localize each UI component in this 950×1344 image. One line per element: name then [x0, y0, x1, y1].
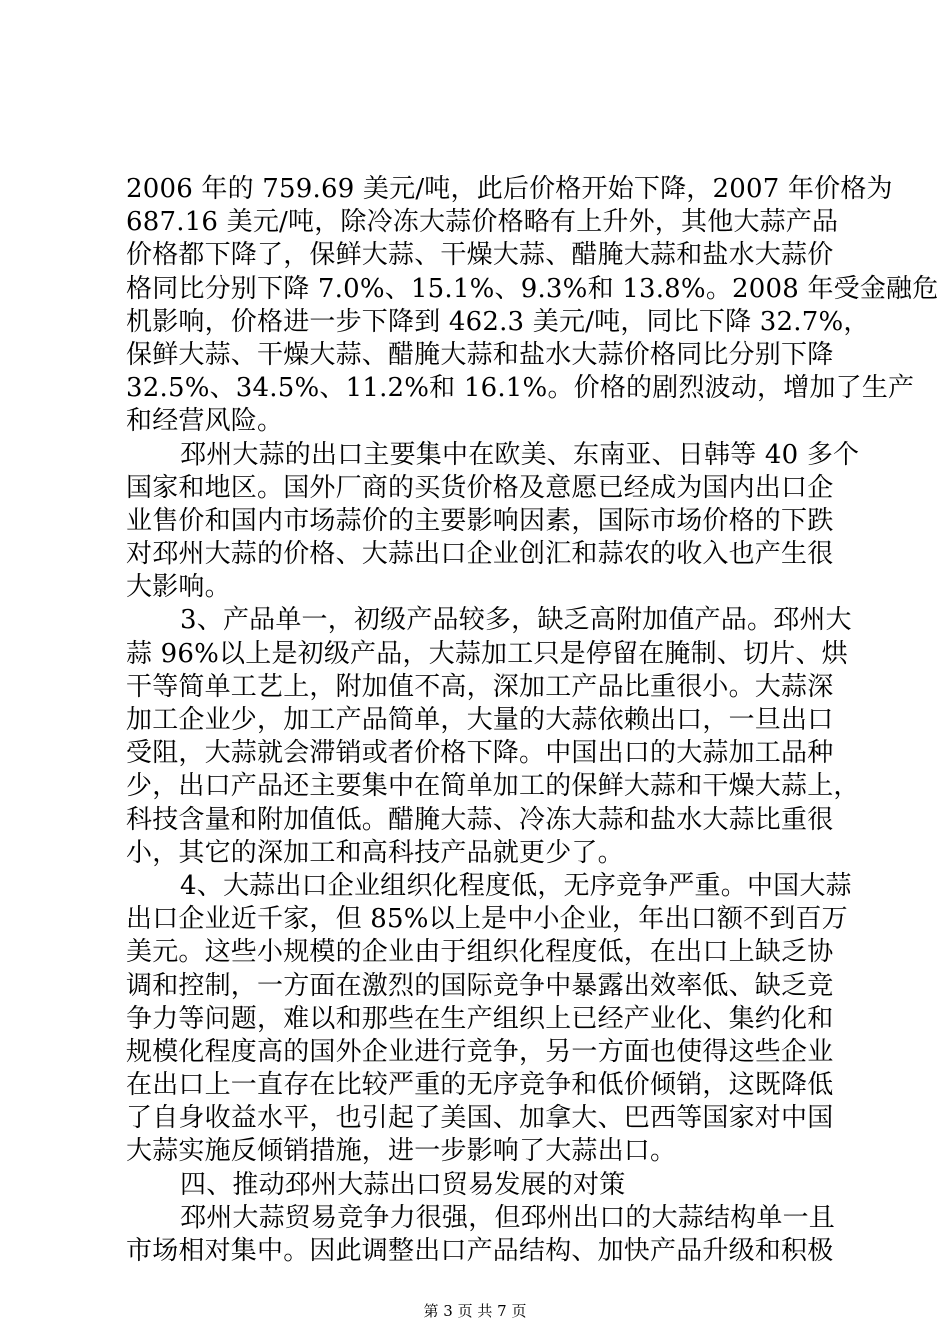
text-line: 2006 年的 759.69 美元/吨，此后价格开始下降，2007 年价格为 — [126, 174, 893, 204]
text-line: 3、产品单一，初级产品较多，缺乏高附加值产品。邳州大 — [180, 605, 852, 636]
text-line: 格同比分别下降 7.0%、15.1%、9.3%和 13.8%。2008 年受金融危 — [126, 273, 939, 304]
text-line: 干等简单工艺上，附加值不高，深加工产品比重很小。大蒜深 — [126, 671, 834, 702]
text-line: 业售价和国内市场蒜价的主要影响因素，国际市场价格的下跌 — [126, 505, 834, 536]
text-line: 保鲜大蒜、干燥大蒜、醋腌大蒜和盐水大蒜价格同比分别下降 — [126, 339, 834, 370]
text-line: 在出口上一直存在比较严重的无序竞争和低价倾销，这既降低 — [126, 1070, 834, 1101]
text-line: 出口企业近千家，但 85%以上是中小企业，年出口额不到百万 — [126, 904, 848, 935]
text-line: 国家和地区。国外厂商的买货价格及意愿已经成为国内出口企 — [126, 472, 834, 503]
text-line: 加工企业少，加工产品简单，大量的大蒜依赖出口，一旦出口 — [126, 705, 834, 735]
text-line: 机影响，价格进一步下降到 462.3 美元/吨，同比下降 32.7%， — [126, 306, 870, 337]
text-line: 邳州大蒜贸易竞争力很强，但邳州出口的大蒜结构单一且 — [180, 1202, 836, 1233]
text-line: 市场相对集中。因此调整出口产品结构、加快产品升级和积极 — [126, 1236, 834, 1266]
text-line: 规模化程度高的国外企业进行竞争，另一方面也使得这些企业 — [126, 1036, 834, 1067]
text-line: 蒜 96%以上是初级产品，大蒜加工只是停留在腌制、切片、烘 — [126, 638, 848, 669]
text-line: 争力等问题，难以和那些在生产组织上已经产业化、集约化和 — [126, 1003, 834, 1034]
text-line: 美元。这些小规模的企业由于组织化程度低，在出口上缺乏协 — [126, 937, 834, 968]
text-line: 对邳州大蒜的价格、大蒜出口企业创汇和蒜农的收入也产生很 — [126, 539, 834, 570]
text-line: 大蒜实施反倾销措施，进一步影响了大蒜出口。 — [126, 1136, 677, 1167]
text-line: 大影响。 — [126, 572, 231, 603]
text-line: 4、大蒜出口企业组织化程度低，无序竞争严重。中国大蒜 — [180, 870, 852, 901]
page-number-label: 第 3 页 共 7 页 — [423, 1302, 527, 1320]
text-line: 和经营风险。 — [126, 406, 284, 437]
text-line: 科技含量和附加值低。醋腌大蒜、冷冻大蒜和盐水大蒜比重很 — [126, 804, 834, 835]
text-line: 32.5%、34.5%、11.2%和 16.1%。价格的剧烈波动，增加了生产 — [126, 373, 915, 404]
page-footer — [0, 1300, 950, 1321]
document-body — [126, 173, 939, 1268]
text-line: 四、推动邳州大蒜出口贸易发展的对策 — [180, 1169, 626, 1200]
text-line: 邳州大蒜的出口主要集中在欧美、东南亚、日韩等 40 多个 — [180, 439, 860, 470]
text-line: 少，出口产品还主要集中在简单加工的保鲜大蒜和干燥大蒜上， — [126, 771, 860, 802]
text-line: 受阻，大蒜就会滞销或者价格下降。中国出口的大蒜加工品种 — [126, 738, 834, 769]
text-line: 调和控制，一方面在激烈的国际竞争中暴露出效率低、缺乏竞 — [126, 970, 834, 1001]
text-line: 了自身收益水平，也引起了美国、加拿大、巴西等国家对中国 — [126, 1103, 834, 1134]
text-line: 小，其它的深加工和高科技产品就更少了。 — [126, 837, 624, 868]
text-line: 价格都下降了，保鲜大蒜、干燥大蒜、醋腌大蒜和盐水大蒜价 — [126, 240, 834, 271]
text-line: 687.16 美元/吨，除冷冻大蒜价格略有上升外，其他大蒜产品 — [126, 207, 839, 238]
